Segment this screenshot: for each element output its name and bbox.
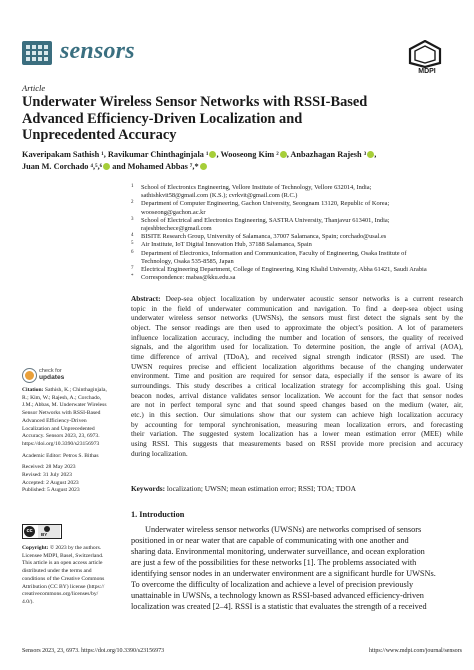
abstract-line: signals, and the algorithm used for localization. To determine position, the angle of arrival (AOA), — [131, 342, 463, 352]
abstract-line: using RSSI. This suggests that measurements based on RSSI provide more precision and accuracy — [131, 438, 463, 448]
affiliation-line: Technology, Osaka 535-8585, Japan — [141, 257, 234, 265]
updates-icon — [22, 368, 37, 383]
body-line: unattainable in UWSNs, a technology known as RSSI-based advanced efficiency-driven — [131, 591, 424, 600]
copyright-line — [22, 545, 118, 553]
author-text: Juan M. Corchado ⁴,⁵,⁶ — [22, 161, 103, 171]
abstract-text: Deep-sea object localization by underwater acoustic sensor networks is a current research — [165, 294, 463, 303]
citation-line: J.M.; Abbas, M. Underwater Wireless — [22, 402, 107, 409]
copyright-line: Licensee MDPI, Basel, Switzerland. — [22, 552, 104, 559]
author-text: , — [374, 150, 377, 159]
abstract-line — [131, 294, 463, 304]
affiliation-line: Air Institute, IoT Digital Innovation Hub, 37188 Salamanca, Spain — [141, 241, 312, 249]
by-label: BY — [41, 532, 48, 537]
correspondence-line[interactable]: Correspondence: mabas@kku.edu.sa — [141, 274, 236, 282]
affiliation-item — [131, 241, 461, 249]
affiliation-item — [131, 274, 461, 282]
mdpi-logo — [408, 40, 442, 68]
abstract-line: UWSN requires precise and efficient localization algorithms because of the changing underwater — [131, 361, 463, 371]
by-icon — [38, 525, 60, 538]
affiliation-number: 1 — [131, 184, 134, 189]
affiliation-line: Department of Computer Engineering, Gachon University, Seongnam 13120, Republic of Korea; — [141, 200, 390, 208]
body-line: sharing data. Environmental monitoring, underwater surveillance, and ocean exploration — [131, 547, 425, 556]
affiliation-item — [131, 200, 461, 216]
updates-text: check for — [39, 368, 62, 374]
affiliation-line: BISITE Research Group, University of Salamanca, 37007 Salamanca, Spain; corchado@usal.es — [141, 233, 387, 241]
copyright-text: © 2023 by the authors. — [49, 545, 102, 551]
article-type: Article — [22, 83, 46, 93]
affiliation-line[interactable]: rajeshbtechece@gmail.com — [141, 225, 212, 233]
affiliation-item — [131, 184, 461, 200]
affiliation-line: Department of Electronics, Information and Communication, Faculty of Engineering, Osaka Institute of — [141, 249, 407, 257]
cc-by-license-badge[interactable] — [22, 524, 62, 539]
keywords-text: localization; UWSN; mean estimation error; RSSI; TOA; TDOA — [166, 484, 356, 493]
citation-text: Sathish, K.; Chinthaginjala, — [44, 387, 107, 393]
affiliation-number: 3 — [131, 216, 134, 222]
citation-line: Sensor Networks with RSSI-Based — [22, 410, 101, 417]
keywords — [131, 484, 356, 493]
affiliation-item — [131, 217, 461, 233]
copyright-line[interactable]: creativecommons.org/licenses/by/ — [22, 591, 99, 598]
abstract-line: beacon nodes, arrival distance validates sensor localization. We account for the fact that sensor nodes — [131, 390, 463, 400]
affiliation-line[interactable]: sathishkvit58@gmail.com (K.S.); cvrkvit@gmail.com (R.C.) — [141, 192, 298, 200]
affiliation-line: School of Electronics Engineering, Vellore Institute of Technology, Vellore 632014, India; — [141, 184, 372, 191]
footer-journal-link[interactable]: https://www.mdpi.com/journal/sensors — [369, 648, 462, 654]
affiliation-item — [131, 250, 461, 266]
publisher-label: MDPI — [418, 68, 436, 75]
citation-line: Localization and Unprecedented — [22, 425, 95, 432]
citation-doi-link[interactable]: https://doi.org/10.3390/s23156973 — [22, 440, 100, 447]
abstract-label: Abstract: — [131, 294, 161, 303]
copyright-notice — [22, 545, 118, 607]
body-line: identifying sensor nodes in an underwater environment are a significant hurdle for UWSNs. — [131, 569, 436, 578]
orcid-icon[interactable] — [280, 151, 287, 158]
journal-name: sensors — [60, 38, 135, 64]
abstract-line: their variation. The suggested system localization has a lower mean estimation error (MEE) while — [131, 429, 463, 439]
orcid-icon[interactable] — [200, 163, 207, 170]
author-text: and Mohamed Abbas ⁷,* — [110, 161, 199, 171]
check-for-updates-button[interactable] — [22, 368, 104, 382]
affiliation-number: 5 — [131, 241, 134, 247]
title-line: Unprecedented Accuracy — [22, 127, 177, 143]
updates-text: updates — [39, 374, 65, 381]
copyright-line: conditions of the Creative Commons — [22, 575, 105, 582]
copyright-line[interactable]: Attribution (CC BY) license (https:// — [22, 583, 105, 590]
title-line: Advanced Efficiency-Driven Localization and — [22, 110, 303, 127]
copyright-line: This article is an open access article — [22, 560, 103, 567]
citation-line — [22, 387, 118, 395]
affiliation-line: School of Electrical and Electronics Engineering, SASTRA University, Thanjavur 613401, India; — [141, 216, 390, 224]
abstract-line: topic in the field of underwater communication and navigation. To find a deep-sea object using — [131, 303, 463, 313]
citation-line: Advanced Efficiency-Driven — [22, 417, 87, 424]
abstract-line: etc.) in this section. Our simulations show that our system can achieve high localization accuracy — [131, 409, 463, 419]
affiliation-item — [131, 266, 461, 274]
abstract-line: environment. Time and position are required for sensor data, especially if the sensor is aware of its — [131, 371, 463, 381]
author-text: Kaveripakam Sathish ¹, Ravikumar Chinthaginjala ¹ — [22, 150, 209, 159]
affiliation-number: * — [131, 274, 134, 280]
affiliation-line[interactable]: wooseong@gachon.ac.kr — [141, 208, 206, 216]
keywords-label: Keywords: — [131, 484, 166, 493]
affiliation-item — [131, 233, 461, 241]
date-published: Published: 5 August 2023 — [22, 487, 80, 494]
journal-logo — [22, 41, 52, 65]
body-line: localization was created [2–4]. RSSI is a statistic that evaluates the strength of a received — [131, 602, 427, 611]
copyright-label: Copyright: — [22, 545, 49, 551]
title-line: Underwater Wireless Sensor Networks with RSSI-Based — [22, 94, 368, 110]
citation-sidebar — [22, 387, 118, 495]
copyright-line: distributed under the terms and — [22, 568, 92, 575]
body-line: positioned in or near water that are capable of communicating with one another and — [131, 536, 409, 545]
abstract-line: by accounting for temporal synchronisation, measuring mean localization errors, and forecasting — [131, 419, 463, 429]
abstract-line: object. The sensor readings are then used to approximate the object’s position. A lot of parameters — [131, 322, 463, 332]
footer-citation[interactable]: Sensors 2023, 23, 6973. https://doi.org/10.3390/s23156973 — [22, 648, 165, 654]
author-text: , Anbazhagan Rajesh ³ — [286, 150, 367, 159]
citation-line: R.; Kim, W.; Rajesh, A.; Corchado, — [22, 394, 102, 401]
author-list — [22, 149, 462, 172]
date-revised: Revised: 31 July 2023 — [22, 472, 72, 479]
date-accepted: Accepted: 2 August 2023 — [22, 479, 79, 486]
author-line — [22, 161, 462, 173]
cc-icon: cc — [24, 526, 35, 537]
affiliation-number: 4 — [131, 233, 134, 239]
copyright-line[interactable]: 4.0/). — [22, 598, 34, 605]
body-line: Underwater wireless sensor networks (UWSNs) are networks comprised of sensors — [145, 525, 422, 534]
affiliation-number: 6 — [131, 249, 134, 255]
body-line: To overcome the difficulty of localization and achieve a level of precision previously — [131, 580, 414, 589]
affiliation-number: 2 — [131, 200, 134, 206]
abstract-line: time difference of arrival (TDoA), and received signal strength indicator (RSSI) are used. The — [131, 351, 463, 361]
affiliation-number: 7 — [131, 266, 134, 272]
affiliation-line: Electrical Engineering Department, College of Engineering, King Khalid University, Abha 61421, Saudi Arabia — [141, 266, 427, 274]
abstract-line: underwater wireless sensor networks (UWSNs), the sensors must first detect the signals sent by the — [131, 313, 463, 323]
citation-label: Citation: — [22, 387, 44, 393]
abstract-line: influence localization accuracy, including the number and location of sensors, the quality of received — [131, 332, 463, 342]
body-line: are just a few of the possibilities for these networks [1]. The problems associated with — [131, 558, 417, 567]
abstract-line: are not in perfect temporal sync and that sound speed changes based on the medium (water, air, — [131, 400, 463, 410]
author-text: , Wooseong Kim ² — [216, 150, 279, 159]
affiliations — [131, 184, 461, 282]
academic-editor: Academic Editor: Petros S. Bithas — [22, 452, 99, 459]
abstract-line: surroundings. This study describes a critical localization strategy for accomplishing this goal. Using — [131, 380, 463, 390]
introduction-body — [131, 524, 463, 612]
abstract — [131, 294, 463, 458]
section-heading: 1. Introduction — [131, 510, 185, 519]
date-received: Received: 28 May 2023 — [22, 464, 76, 471]
citation-line: Accuracy. Sensors 2023, 23, 6973. — [22, 433, 100, 440]
article-title — [22, 94, 462, 144]
abstract-line: during localization. — [131, 448, 188, 458]
author-line — [22, 149, 462, 161]
